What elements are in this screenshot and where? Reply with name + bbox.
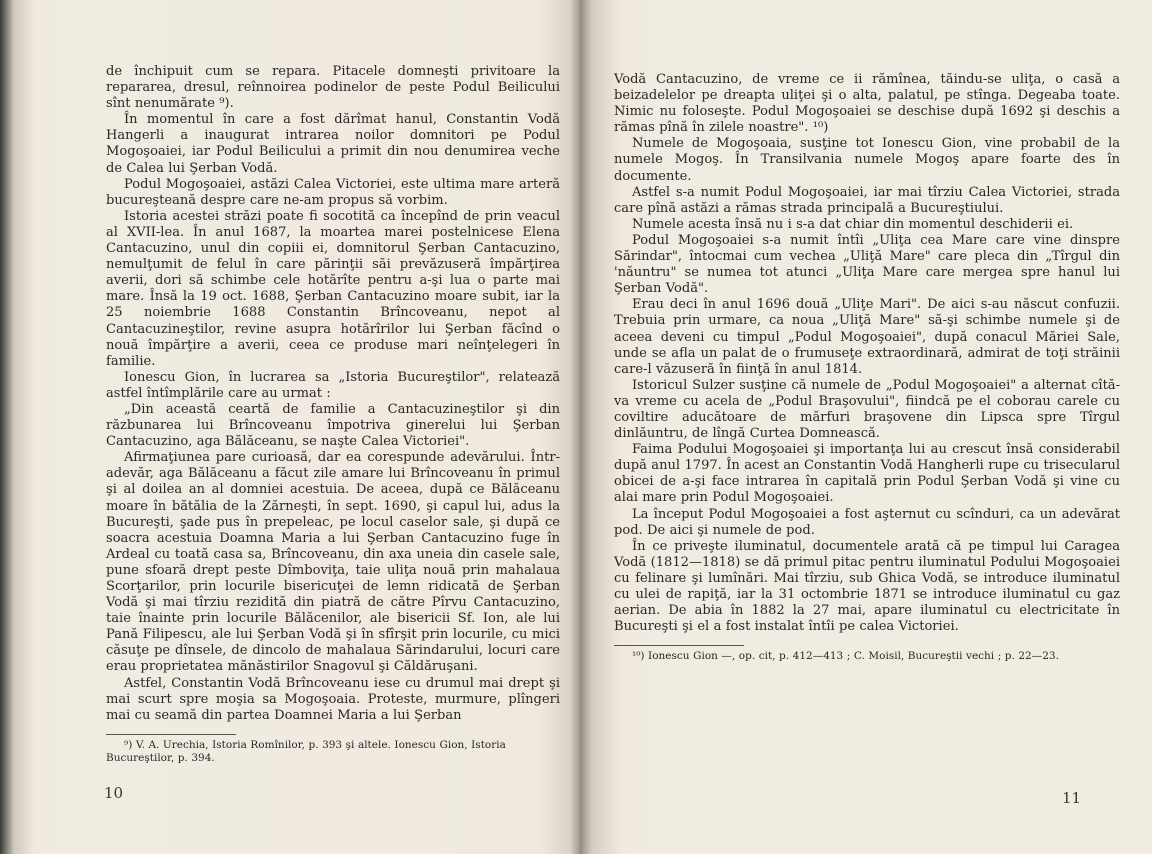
paragraph: Afirmaţiunea pare curioasă, dar ea corespunde adevărului. Într-adevăr, aga Bălăceanu a făcut zile amare lui Brîncoveanu în primul şi al doilea an al domniei acestuia. De aceea, după ce Bălăceanu moare în bătălia de la Zărneşti, în sept. 1690, şi capul lui, adus la Bucureşti, şade pus în prepeleac, pe locul caselor sale, şi după ce soacra acestuia Doamna Maria a lui Şerban Cantacuzino fuge în Ardeal cu toată casa sa, Brîncoveanu, din axa uneia din casele sale, pune sfoară drept peste Dîmboviţa, taie uliţa nouă prin mahalaua Scorţarilor, prin locurile bisericuţei de lemn ridicată de Şerban Vodă şi mai tîrziu rezidită din piatră de către Pîrvu Cantacuzino, taie înainte prin locurile Bălăcenilor, ale bisericii Sf. Ion, ale lui Pană Filipescu, ale lui Şerban Vodă şi în sfîrşit prin locurile, cu mici căsuţe pe dînsele, de dincolo de mahalaua Sărindarului, locuri care erau proprietatea mănăstirilor Snagovul şi Căldăruşani.: [106, 450, 560, 675]
page-number-left: 10: [104, 784, 124, 802]
left-footnote: ⁹) V. A. Urechia, Istoria Romînilor, p. 393 şi altele. Ionescu Gion, Istoria Bucureştilor, p. 394.: [106, 738, 506, 764]
paragraph: Astfel s-a numit Podul Mogoşoaiei, iar mai tîrziu Calea Victoriei, strada care pînă astăzi a rămas strada principală a Bucureştiului.: [614, 184, 1120, 216]
right-page-text: [614, 72, 1120, 663]
paragraph: Vodă Cantacuzino, de vreme ce ii rămînea, tăindu-se uliţa, o casă a beizadelelor pe dreapta uliţei şi o alta, palatul, pe stînga. Degeaba toate. Nimic nu foloseşte. Podul Mogoşoaiei se deschise după 1692 şi deschis a rămas pînă în zilele noastre". ¹⁰): [614, 72, 1120, 136]
page-number-right: 11: [1062, 789, 1082, 807]
footnote-rule: [614, 645, 744, 646]
paragraph: de închipuit cum se repara. Pitacele domneşti privitoare la repararea, dresul, reînnoirea podinelor de peste Podul Beilicului sînt nenumărate ⁹).: [106, 64, 560, 112]
left-paragraphs: [106, 64, 560, 724]
paragraph: Podul Mogoşoaiei, astăzi Calea Victoriei, este ultima mare arteră bucureşteană despre care ne-am propus să vorbim.: [106, 176, 560, 208]
paragraph: Faima Podului Mogoşoaiei şi importanţa lui au crescut însă considerabil după anul 1797. În acest an Constantin Vodă Hangherli rupe cu trisecularul obicei de a-şi face intrarea în capitală prin Podul Şerban Vodă şi vine cu alai mare prin Podul Mogoşoaiei.: [614, 442, 1120, 506]
paragraph: În momentul în care a fost dărîmat hanul, Constantin Vodă Hangerli a inaugurat intrarea noilor domnitori pe Podul Mogoşoaiei, iar Podul Beilicului a primit din nou denumirea veche de Calea lui Şerban Vodă.: [106, 112, 560, 176]
paragraph: Numele de Mogoşoaia, susţine tot Ionescu Gion, vine probabil de la numele Mogoş. În Transilvania numele Mogoş apare foarte des în documente.: [614, 136, 1120, 184]
right-footnote: ¹⁰) Ionescu Gion —, op. cit, p. 412—413 ; C. Moisil, Bucureştii vechi ; p. 22—23.: [632, 650, 1059, 663]
paragraph: Ionescu Gion, în lucrarea sa „Istoria Bucureştilor", relatează astfel întîmplările care au urmat :: [106, 369, 560, 401]
paragraph: În ce priveşte iluminatul, documentele arată că pe timpul lui Caragea Vodă (1812—1818) se dă primul pitac pentru iluminatul Podului Mogoşoaiei cu felinare şi lumînări. Mai tîrziu, sub Ghica Vodă, se introduce iluminatul cu ulei de rapiţă, iar la 31 octombrie 1871 se introduce iluminatul cu gaz aerian. De abia în 1882 la 27 mai, apare iluminatul cu electricitate în Bucureşti şi el a fost instalat întîi pe calea Victoriei.: [614, 538, 1120, 635]
paragraph: La început Podul Mogoşoaiei a fost aşternut cu scînduri, ca un adevărat pod. De aici şi numele de pod.: [614, 506, 1120, 538]
paragraph: Numele acesta însă nu i s-a dat chiar din momentul deschiderii ei.: [632, 216, 1074, 232]
right-paragraphs: [614, 72, 1120, 635]
paragraph: „Din această ceartă de familie a Cantacuzineştilor şi din răzbunarea lui Brîncoveanu împotriva ginerelui lui Şerban Cantacuzino, aga Bălăceanu, se naşte Calea Victoriei".: [106, 401, 560, 450]
paragraph: Erau deci în anul 1696 două „Uliţe Mari". De aici s-au născut confuzii. Trebuia prin urmare, ca noua „Uliţă Mare" să-şi schimbe numele şi de aceea deveni cu timpul „Podul Mogoşoaiei", după conacul Măriei Sale, unde se afla un palat de o frumuseţe extraordinară, admirat de toţi străinii care-l văzuseră în fiinţă în anul 1814.: [614, 297, 1120, 377]
paragraph: Astfel, Constantin Vodă Brîncoveanu iese cu drumul mai drept şi mai scurt spre moşia sa Mogoşoaia. Proteste, murmure, plîngeri mai cu seamă din partea Doamnei Maria a lui Şerban: [106, 675, 560, 723]
footnote-rule: [106, 734, 236, 735]
left-page-text: [106, 64, 560, 765]
paragraph: Istoricul Sulzer susţine că numele de „Podul Mogoşoaiei" a alternat cîtă-va vreme cu acela de „Podul Braşovului", fiindcă pe el coborau carele cu coviltire aducătoare de mărfuri braşovene din Lipsca spre Tîrgul dinlăuntru, de lîngă Curtea Domnească.: [614, 377, 1120, 442]
right-page: [580, 0, 1152, 854]
paragraph: Istoria acestei străzi poate fi socotită ca începînd de prin veacul al XVII-lea. În anul 1687, la moartea marei postelnicese Elena Cantacuzino, unul din copiii ei, domnitorul Şerban Cantacuzino, nemulţumit de felul în care părinţii săi prevăzuseră împărţirea averii, dori să schimbe cele hotărîte pentru a-şi lua o parte mai mare. Însă la 19 oct. 1688, Şerban Cantacuzino moare subit, iar la 25 noiembrie 1688 Constantin Brîncoveanu, nepot al Cantacuzineştilor, revine asupra hotărîrilor lui Şerban făcînd o nouă împărţire a averii, ceea ce produse mari neînţelegeri în familie.: [106, 208, 560, 369]
paragraph: Podul Mogoşoaiei s-a numit întîi „Uliţa cea Mare care vine dinspre Sărindar", întocmai cum vechea „Uliţă Mare" care pleca din „Tîrgul din 'năuntru" se numea tot atunci „Uliţa Mare care mergea spre hanul lui Şerban Vodă".: [614, 232, 1120, 297]
